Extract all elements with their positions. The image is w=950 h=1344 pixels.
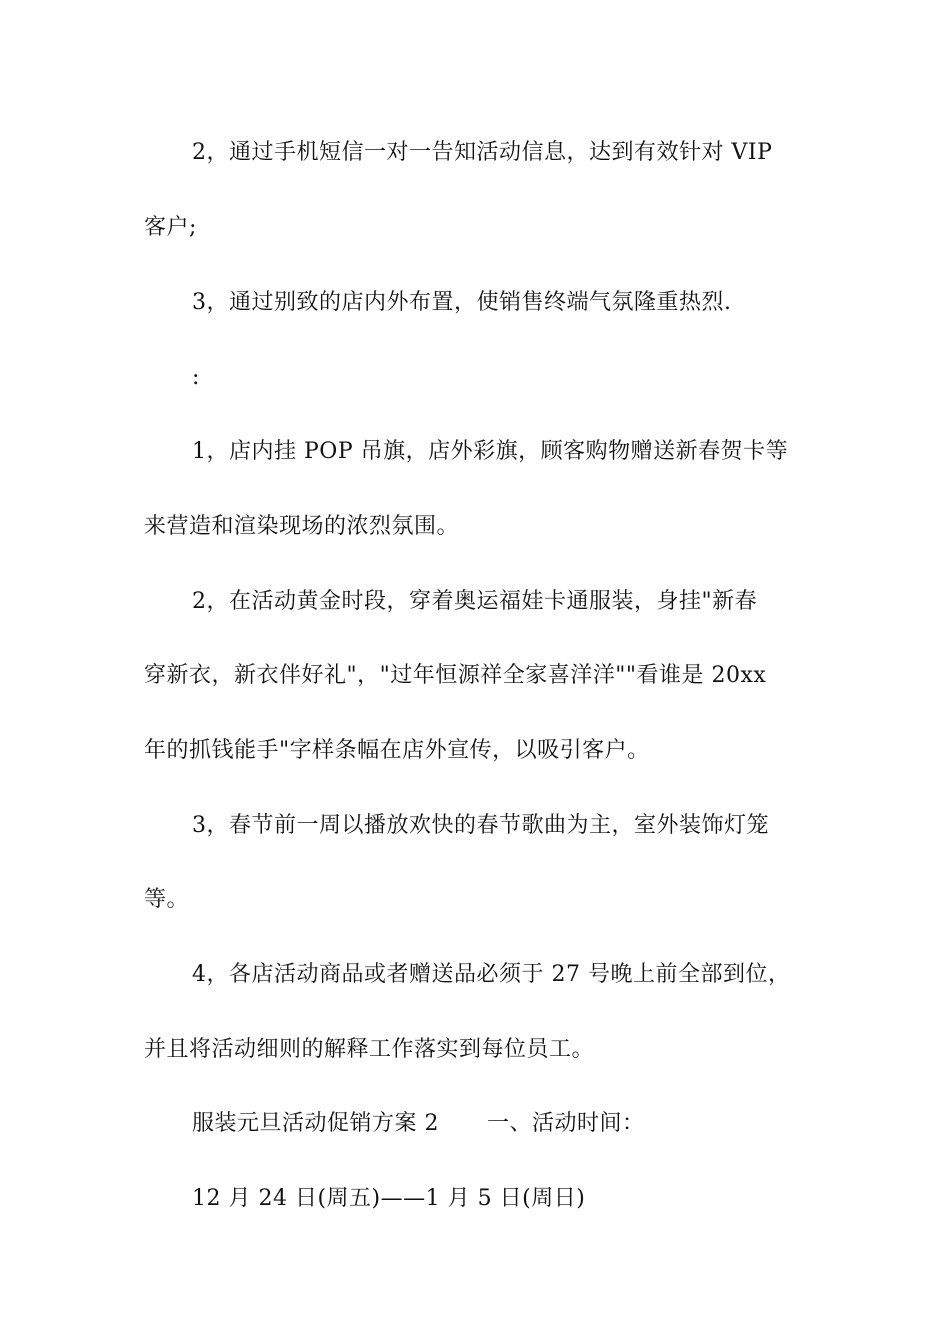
paragraph-line: 并且将活动细则的解释工作落实到每位员工。 — [144, 1037, 595, 1062]
paragraph-line: 等。 — [144, 887, 190, 912]
paragraph-line: 来营造和渲染现场的浓烈氛围。 — [144, 514, 460, 539]
section-heading — [192, 1109, 645, 1139]
paragraph-line: 2，通过手机短信一对一告知活动信息，达到有效针对 VIP — [192, 140, 773, 165]
date-range-line: 12 月 24 日(周五)——1 月 5 日(周日) — [192, 1186, 586, 1211]
paragraph-line: 3，通过别致的店内外布置，使销售终端气氛隆重热烈. — [192, 290, 732, 315]
paragraph-line: 3，春节前一周以播放欢快的春节歌曲为主，室外装饰灯笼 — [192, 813, 769, 838]
paragraph-line: 穿新衣，新衣伴好礼"，"过年恒源祥全家喜洋洋""看谁是 20xx — [144, 663, 767, 688]
document-title: 服装元旦活动促销方案 2 — [192, 1111, 439, 1136]
paragraph-line: 1，店内挂 POP 吊旗，店外彩旗，顾客购物赠送新春贺卡等 — [192, 439, 789, 464]
paragraph-line: 4，各店活动商品或者赠送品必须于 27 号晚上前全部到位， — [192, 962, 791, 987]
section-title: 一、活动时间： — [487, 1111, 645, 1136]
paragraph-line: : — [192, 365, 200, 390]
paragraph-line: 年的抓钱能手"字样条幅在店外宣传，以吸引客户。 — [144, 738, 650, 763]
paragraph-line: 客户; — [144, 215, 197, 240]
paragraph-line: 2，在活动黄金时段，穿着奥运福娃卡通服装，身挂"新春 — [192, 589, 758, 614]
